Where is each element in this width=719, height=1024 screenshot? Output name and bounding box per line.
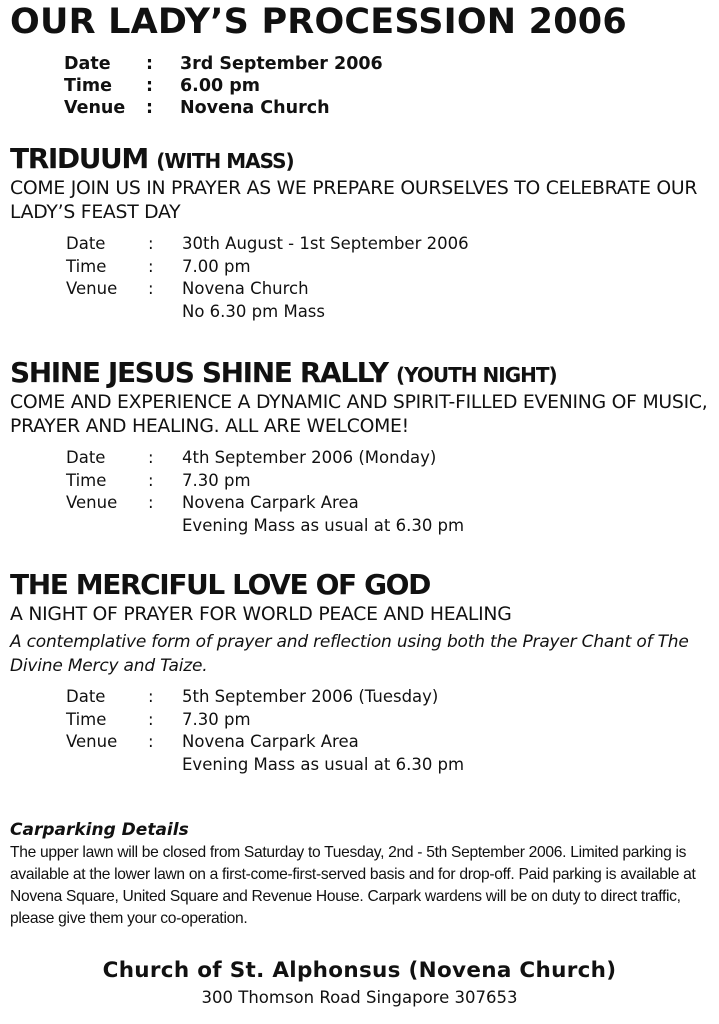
section-heading [10,142,715,175]
section-note: A contemplative form of prayer and reflection using both the Prayer Chant of The Divine Mercy and Taize. [10,632,689,676]
detail-value: 7.00 pm [182,256,251,276]
triduum-section [10,142,715,324]
merciful-love-section [10,568,715,777]
detail-label: Time [66,470,107,490]
page-title: OUR LADY’S PROCESSION 2006 [10,2,627,42]
detail-value: Novena Church [182,279,309,298]
detail-row-date [66,234,715,257]
section-title: THE MERCIFUL LOVE OF GOD [10,568,430,601]
section-description: A NIGHT OF PRAYER FOR WORLD PEACE AND HEALING [10,604,512,625]
detail-separator: : [148,256,154,276]
detail-label: Time [64,76,113,96]
detail-separator: : [146,54,153,74]
detail-row-date [66,448,715,471]
triduum-details [66,234,715,324]
detail-separator: : [148,493,154,512]
detail-row-venue [66,732,715,755]
detail-label: Date [66,234,106,253]
detail-note: No 6.30 pm Mass [182,301,325,321]
section-heading [10,568,715,601]
detail-separator: : [148,687,154,706]
detail-label: Venue [66,279,118,298]
carparking-section [10,820,715,930]
section-title: SHINE JESUS SHINE RALLY [10,356,388,389]
detail-row-date [66,687,715,710]
procession-time-row [64,76,383,98]
carparking-title: Carparking Details [10,820,189,840]
detail-separator: : [148,234,154,253]
detail-label: Date [64,54,111,74]
detail-row-venue [66,279,715,302]
detail-label: Venue [66,732,118,751]
detail-separator: : [148,470,154,490]
detail-value: 3rd September 2006 [180,54,383,74]
section-subtitle: (WITH MASS) [156,149,294,173]
detail-row-time [66,471,715,494]
detail-label: Venue [66,493,118,512]
detail-value: 7.30 pm [182,470,251,490]
merciful-details [66,687,715,777]
detail-label: Time [66,256,107,276]
detail-value: 30th August - 1st September 2006 [182,234,469,253]
procession-venue-row [64,98,383,120]
detail-value: 7.30 pm [182,709,251,729]
section-subtitle: (YOUTH NIGHT) [396,363,557,387]
procession-date-row [64,54,383,76]
procession-details [64,54,383,120]
detail-note: Evening Mass as usual at 6.30 pm [182,515,465,535]
detail-value: 5th September 2006 (Tuesday) [182,687,439,706]
rally-details [66,448,715,538]
detail-row-time [66,710,715,733]
detail-value: Novena Church [180,98,330,118]
section-title: TRIDUUM [10,142,148,175]
section-description: COME AND EXPERIENCE A DYNAMIC AND SPIRIT-FILLED EVENING OF MUSIC, PRAYER AND HEALING. ALL ARE WELCOME! [10,392,708,437]
detail-label: Date [66,448,106,467]
detail-separator: : [146,76,153,96]
detail-separator: : [148,448,154,467]
detail-value: Novena Carpark Area [182,732,359,751]
carparking-text: The upper lawn will be closed from Saturday to Tuesday, 2nd - 5th September 2006. Limited parking is available at the lower lawn on a first-come-first-served basis and for drop-off. Paid parking is available at Novena Square, United Square and Revenue House. Carpark wardens will be on duty to direct traffic, please give them your co-operation. [10,844,696,927]
detail-label: Date [66,687,106,706]
detail-row-time [66,257,715,280]
detail-row-venue [66,493,715,516]
detail-value: 6.00 pm [180,76,261,96]
church-address: 300 Thomson Road Singapore 307653 [201,988,518,1007]
detail-label: Venue [64,98,126,118]
detail-note: Evening Mass as usual at 6.30 pm [182,754,465,774]
detail-separator: : [148,279,154,298]
section-description: COME JOIN US IN PRAYER AS WE PREPARE OURSELVES TO CELEBRATE OUR LADY’S FEAST DAY [10,178,698,223]
detail-label: Time [66,709,107,729]
detail-separator: : [146,98,153,118]
church-name: Church of St. Alphonsus (Novena Church) [102,958,617,983]
detail-value: 4th September 2006 (Monday) [182,448,437,467]
rally-section [10,356,715,538]
section-heading [10,356,715,389]
detail-separator: : [148,709,154,729]
detail-separator: : [148,732,154,751]
detail-value: Novena Carpark Area [182,493,359,512]
